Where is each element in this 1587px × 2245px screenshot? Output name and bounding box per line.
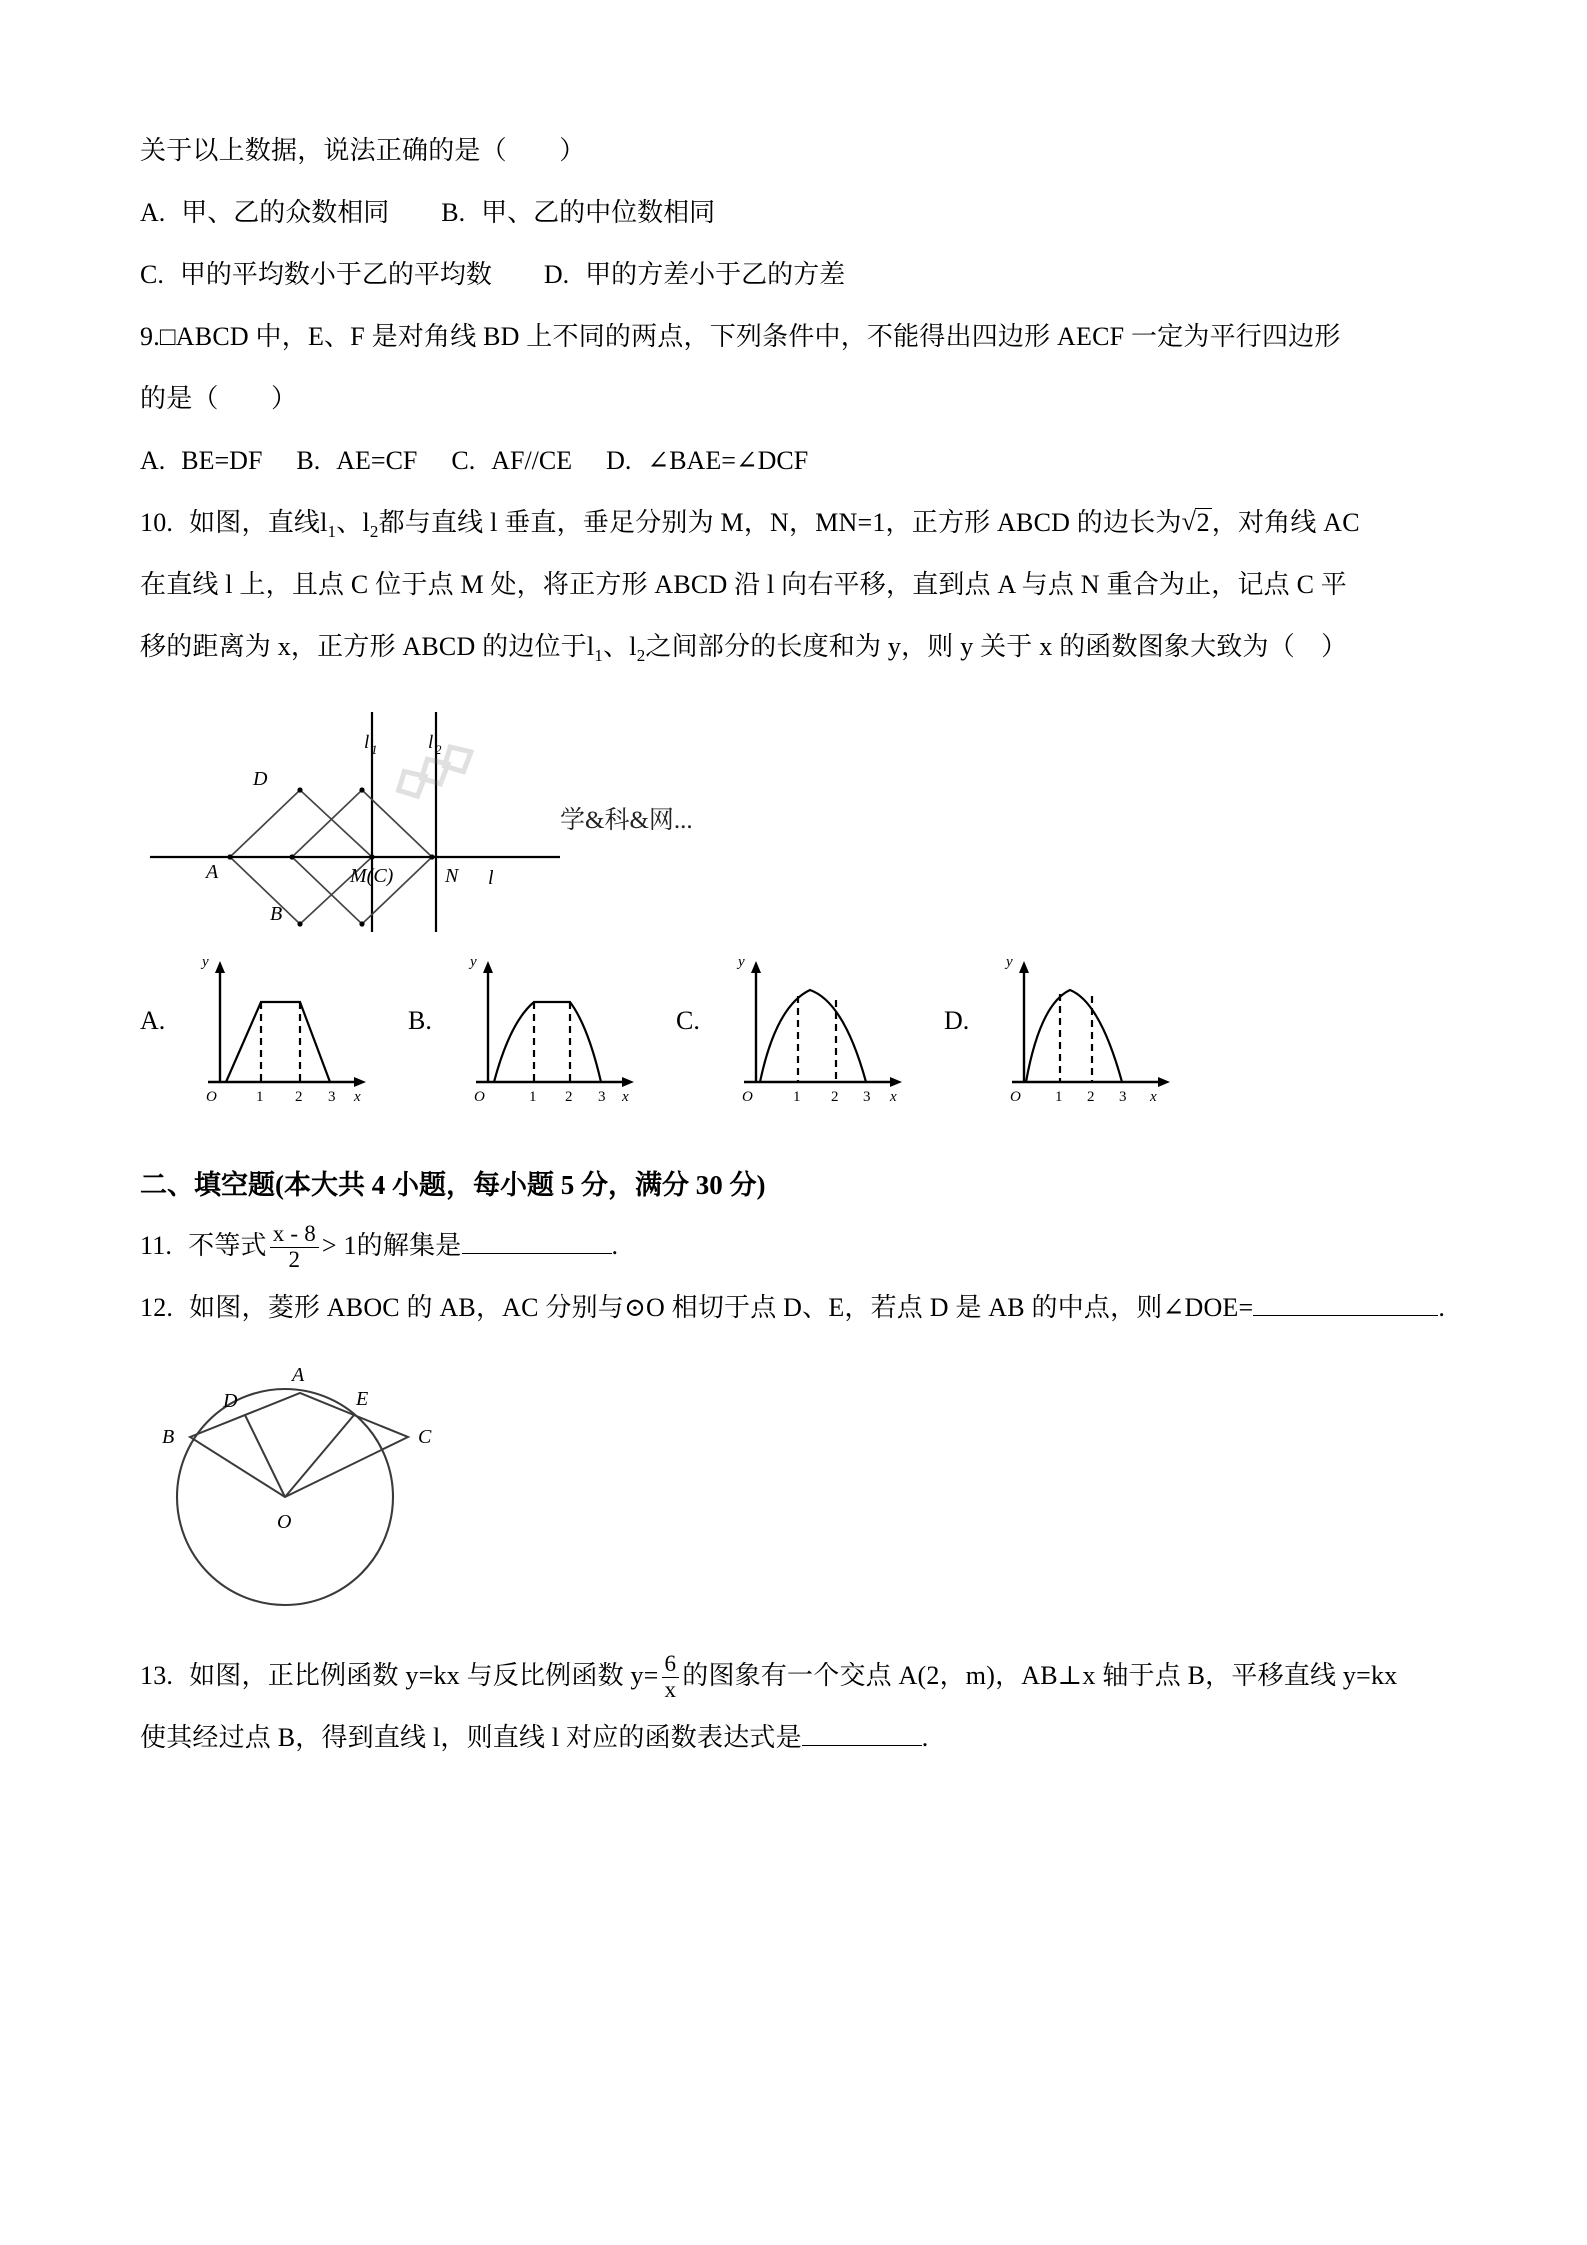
svg-text:1: 1: [1055, 1089, 1063, 1105]
q9-option-c-label: C.: [451, 446, 476, 475]
q9-option-a-label: A.: [140, 446, 166, 475]
svg-text:O: O: [206, 1089, 217, 1105]
q11-text-c: .: [611, 1231, 619, 1260]
svg-text:y: y: [202, 954, 209, 970]
label-l2: l: [428, 732, 434, 753]
label-n: N: [445, 865, 459, 887]
q9-option-c-text: AF//CE: [491, 446, 573, 475]
q11-text-b: > 1的解集是: [321, 1231, 462, 1260]
q8-option-d-text: 甲的方差小于乙的方差: [585, 260, 846, 289]
q10-graph-a: [178, 944, 393, 1114]
label-mc: M(C): [350, 865, 394, 887]
label-b: B: [270, 903, 283, 925]
q13-text-1b: 的图象有一个交点 A(2，m)，AB⊥x 轴于点 B，平移直线 y=kx: [682, 1661, 1398, 1690]
label-b: B: [162, 1426, 175, 1448]
vertex-b: [297, 921, 302, 926]
q8-option-b-label: B.: [441, 198, 466, 227]
q8-option-c-label: C.: [140, 260, 164, 289]
q10-stem-line-1: [140, 492, 1450, 554]
q10-graph-c: [714, 944, 929, 1114]
label-a: A: [206, 861, 219, 883]
q11-text-a: 不等式: [188, 1231, 267, 1260]
label-d: D: [223, 1390, 238, 1412]
q12-answer-blank[interactable]: [1253, 1315, 1438, 1316]
q9-stem-text-1: □ABCD 中，E、F 是对角线 BD 上不同的两点，下列条件中，不能得出四边形 AECF 一定为平行四边形: [159, 322, 1341, 351]
q10-graph-d: [982, 944, 1197, 1114]
q9-option-d-label: D.: [606, 446, 632, 475]
q9-options-row: [140, 430, 1450, 492]
svg-text:x: x: [354, 1089, 361, 1105]
svg-text:y: y: [738, 954, 745, 970]
svg-text:x: x: [890, 1089, 897, 1105]
svg-text:1: 1: [793, 1089, 801, 1105]
q10-text-1c: 都与直线 l 垂直，垂足分别为 M，N，MN=1，正方形 ABCD 的边长为: [378, 508, 1182, 537]
svg-text:3: 3: [598, 1089, 606, 1105]
q12-figure: [140, 1345, 1450, 1645]
vertex-c-at-m: [369, 854, 374, 859]
q11-number: 11.: [140, 1231, 173, 1260]
vertex-d: [297, 787, 302, 792]
q12-tail: .: [1438, 1293, 1446, 1322]
q11-line: [140, 1215, 1450, 1277]
svg-text:3: 3: [863, 1089, 871, 1105]
q11-answer-blank[interactable]: [462, 1253, 612, 1254]
q11-fraction-denominator: 2: [270, 1247, 319, 1273]
label-e: E: [356, 1388, 369, 1410]
q9-option-d-text: ∠BAE=∠DCF: [647, 446, 809, 475]
q10-text-1a: 如图，直线l: [189, 508, 328, 537]
svg-text:2: 2: [295, 1089, 303, 1105]
svg-text:y: y: [1006, 954, 1013, 970]
q10-option-c-label: C.: [676, 1006, 700, 1035]
q13-number: 13.: [140, 1661, 174, 1690]
question-12: [140, 1277, 1450, 1645]
svg-text:x: x: [1150, 1089, 1157, 1105]
q10-text-3a: 移的距离为 x，正方形 ABCD 的边位于l: [140, 632, 595, 661]
q11-fraction: [270, 1222, 319, 1273]
q10-l2-subscript: 2: [369, 522, 379, 542]
q8-options-row-1: [140, 182, 1450, 244]
svg-text:3: 3: [328, 1089, 336, 1105]
q8-option-a-text: 甲、乙的众数相同: [181, 198, 390, 227]
question-8: [140, 120, 1450, 306]
q13-fraction: [662, 1652, 680, 1703]
watermark-text: 学&科&网...: [560, 807, 693, 834]
q12-figure-svg: [140, 1345, 460, 1640]
q8-stem: 关于以上数据，说法正确的是（ ）: [140, 136, 586, 165]
q10-radicand: 2: [1196, 508, 1210, 537]
label-l2-sub: 2: [435, 742, 442, 757]
q10-answer-graphs: [140, 944, 1450, 1129]
q9-option-b-text: AE=CF: [336, 446, 418, 475]
vertex-a-translated: [289, 854, 294, 859]
svg-text:2: 2: [1087, 1089, 1095, 1105]
q9-option-b-label: B.: [296, 446, 321, 475]
q10-number: 10.: [140, 508, 174, 537]
label-l1: l: [364, 732, 370, 753]
q13-fraction-denominator: x: [662, 1677, 680, 1703]
q10-l1-subscript: 1: [327, 522, 337, 542]
q10-figure: [140, 682, 1450, 934]
q8-option-c-text: 甲的平均数小于乙的平均数: [179, 260, 492, 289]
q10-text-1d: ，对角线 AC: [1211, 508, 1360, 537]
q10-l2-subscript-2: 2: [636, 646, 646, 666]
section-2-heading: 二、填空题(本大共 4 小题，每小题 5 分，满分 30 分): [140, 1170, 766, 1200]
question-10: [140, 492, 1450, 1129]
q10-stem-line-3: [140, 616, 1450, 678]
label-l1-sub: 1: [371, 742, 378, 757]
sqrt-symbol: [1182, 492, 1212, 554]
q10-option-b-label: B.: [408, 1006, 432, 1035]
q10-text-3b: 、l: [603, 632, 637, 661]
q10-figure-svg: [140, 682, 580, 932]
page-content: [140, 120, 1450, 1769]
svg-text:1: 1: [529, 1089, 537, 1105]
q10-text-3c: 之间部分的长度和为 y，则 y 关于 x 的函数图象大致为（ ）: [645, 632, 1348, 661]
q8-options-row-2: [140, 244, 1450, 306]
question-11: [140, 1215, 1450, 1277]
vertex-b-translated: [359, 921, 364, 926]
q12-number: 12.: [140, 1293, 174, 1322]
q13-line-1: [140, 1645, 1450, 1707]
q11-fraction-numerator: x - 8: [272, 1220, 316, 1246]
q10-option-a-label: A.: [140, 1006, 166, 1035]
q10-graph-b: [446, 944, 661, 1114]
q8-option-b-text: 甲、乙的中位数相同: [481, 198, 716, 227]
vertex-c-translated: [429, 854, 434, 859]
question-13: [140, 1645, 1450, 1769]
vertex-a: [227, 854, 232, 859]
label-d: D: [253, 768, 268, 790]
q13-line-2: [140, 1707, 1450, 1769]
svg-text:1: 1: [256, 1089, 264, 1105]
q8-option-a-label: A.: [140, 198, 166, 227]
q9-stem-line-1: [140, 306, 1450, 368]
vertex-d-translated: [359, 787, 364, 792]
q13-text-2b: .: [921, 1723, 929, 1752]
q13-answer-blank[interactable]: [802, 1745, 922, 1746]
q12-line: [140, 1277, 1450, 1339]
svg-text:O: O: [1010, 1089, 1021, 1105]
q13-text-2a: 使其经过点 B，得到直线 l，则直线 l 对应的函数表达式是: [140, 1723, 802, 1752]
q10-l1-subscript-2: 1: [594, 646, 604, 666]
label-o: O: [277, 1511, 292, 1533]
svg-text:O: O: [742, 1089, 753, 1105]
q13-text-1a: 如图，正比例函数 y=kx 与反比例函数 y=: [189, 1661, 659, 1690]
svg-text:y: y: [470, 954, 477, 970]
label-a: A: [292, 1364, 305, 1386]
question-9: [140, 306, 1450, 492]
label-line-l: l: [488, 867, 494, 889]
q13-fraction-numerator: 6: [664, 1650, 677, 1676]
svg-text:2: 2: [831, 1089, 839, 1105]
svg-text:2: 2: [565, 1089, 573, 1105]
svg-text:x: x: [622, 1089, 629, 1105]
q9-stem-line-2: 的是（ ）: [140, 384, 298, 413]
q8-option-d-label: D.: [543, 260, 570, 289]
q10-stem-line-2: 在直线 l 上，且点 C 位于点 M 处，将正方形 ABCD 沿 l 向右平移，直到点 A 与点 N 重合为止，记点 C 平: [140, 570, 1348, 599]
label-c: C: [418, 1426, 432, 1448]
q12-text: 如图，菱形 ABOC 的 AB，AC 分别与⊙O 相切于点 D、E，若点 D 是 AB 的中点，则∠DOE=: [189, 1293, 1254, 1322]
q9-number: 9.: [140, 322, 160, 351]
q10-option-d-label: D.: [944, 1006, 970, 1035]
q10-text-1b: 、l: [336, 508, 370, 537]
svg-text:3: 3: [1119, 1089, 1127, 1105]
q9-option-a-text: BE=DF: [181, 446, 263, 475]
segment-oe: [285, 1415, 354, 1497]
svg-text:O: O: [474, 1089, 485, 1105]
